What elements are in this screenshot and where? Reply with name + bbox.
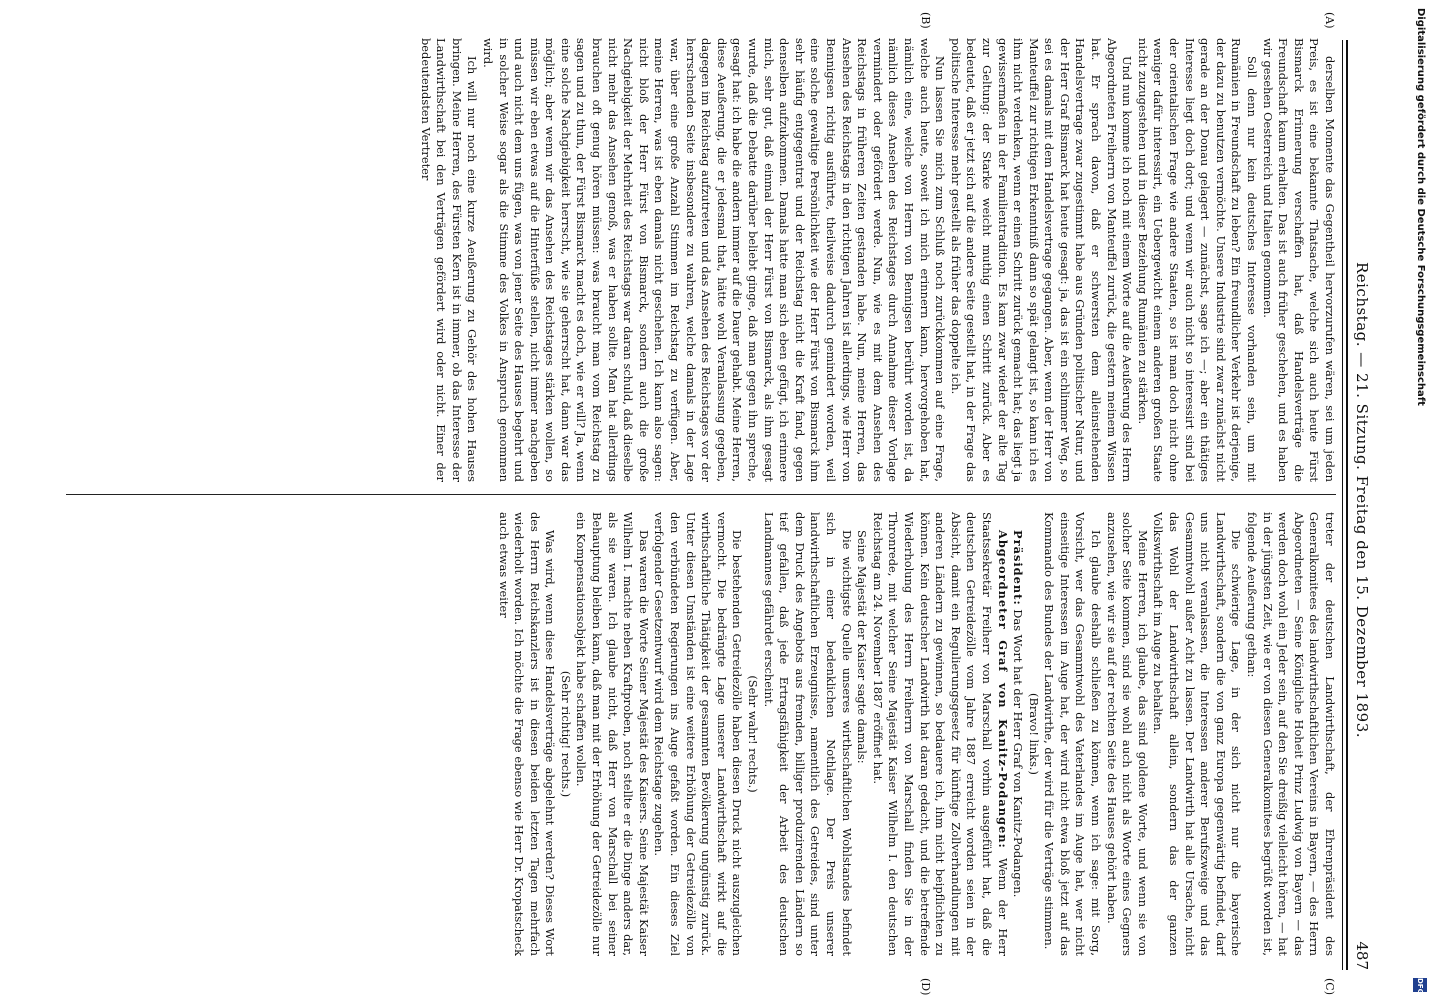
header-rule-thin bbox=[1342, 40, 1343, 970]
paragraph-text: Was wird, wenn diese Handelsverträge abgelehnt werden? Dieses Wort des Herrn Reichskanzlers ist in diesen beiden letzten Tagen mehrfach wiederholt worden. Ich möchte die Frage ebenso wie Herr Dr. Kropatscheck auch etwas weiter bbox=[496, 512, 558, 956]
paragraph bbox=[651, 512, 745, 956]
paragraph-text: Soll denn nur kein deutsches Interesse vorhanden sein, um mit Rumänien in Freundschaft zu leben? Ein freundlicher Verkehr ist derjenige, der dazu zu benutzen vermöchte. Unsere Industrie sind zwar zunächst nicht gerade an der Donau gelagert — zunächst, sage ich —; aber ein thätiges Interesse liegt doch dort; und wenn wir auch nicht so interessirt sind bei der orientalischen Frage wie andere Staaten, so ist man doch nicht ohne weniger dafür interessirt, ein Uebergewicht einem anderen großen Staate nicht zuzugestehen und in dieser Beziehung Rumänien zu stärken. bbox=[1135, 38, 1260, 482]
paragraph bbox=[1010, 512, 1026, 956]
paragraph bbox=[495, 512, 557, 956]
paragraph bbox=[479, 38, 947, 482]
stage-direction bbox=[557, 512, 573, 956]
paragraph bbox=[869, 512, 1009, 956]
right-column bbox=[62, 512, 1337, 956]
paragraph-text: Die wichtigste Quelle unseres wirthschaftlichen Wohlstandes befindet sich in einer bedenklichen Nothlage. Der Preis unserer landwirthschaftlichen Erzeugnisse, namentlich des Getreides, sind unter dem Druck des Angebots aus fremden, billiger produzirenden Ländern so tief gefallen, daß jede Ertragsfähigkeit der Arbeit des deutschen Landmannes gefährdet erscheint. bbox=[761, 512, 854, 956]
footer-credit: Digitalisierung gefördert durch die Deutsche Forschungsgemeinschaft bbox=[1415, 8, 1426, 406]
paragraph bbox=[1259, 38, 1337, 482]
running-header bbox=[1350, 30, 1374, 970]
header-title: Reichstag. — 21. Sitzung. Freitag den 15. Dezember 1893. bbox=[1353, 261, 1371, 739]
paragraph-text: Ich glaube deshalb schließen zu können, wenn ich sage: mit Sorg, Vorsicht, wer das Gesammtwohl des Vaterlandes im Auge hat, wer nicht einseitige Interessen im Auge hat, der wird nicht etwa bloß jetzt auf das Kommando des Bundes der Landwirthe, der wird für die Verträge stimmen. bbox=[1042, 512, 1104, 956]
dfg-logo-icon: DFG bbox=[1413, 978, 1427, 992]
paragraph-text: Meine Herren, ich glaube, das sind goldene Worte, und wenn sie von solcher Seite kommen, sind sie wohl auch nicht als Worte eines Gegners anzusehen, wie wir sie auf der rechten Seite des Hauses gehört haben. bbox=[1104, 512, 1150, 956]
paragraph bbox=[947, 38, 1134, 482]
paragraph bbox=[573, 512, 651, 956]
paragraph-text: Wenn der Herr Staatssekretär Freiherr von Marschall vorhin ausgeführt hat, daß die deutschen Getreidezölle vom Jahre 1887 erreicht worden seien in der Absicht, damit ein Regulierungsgesetz für künftige Zollverhandlungen mit anderen Ländern zu gewinnen, so bedauere ich, ihm nicht beipflichten zu können. Kein deutscher Landwirth hat daran gedacht, und die betreffende Wiederholung des Herrn Freiherrn von Marschall finden Sie in der Thronrede, mit welcher Seine Majestät Kaiser Wilhelm I. den deutschen Reichstag am 24. November 1887 eröffnet hat. bbox=[870, 512, 1010, 956]
paragraph bbox=[854, 512, 870, 956]
paragraph bbox=[1150, 512, 1244, 956]
paragraph-text: Die schwierige Lage, in der sich nicht nur die bayerische Landwirthschaft, sondern die von ganz Europa gegenwärtig befindet, darf uns nicht veranlassen, die Interessen anderer Berufszweige und das Gesammtwohl außer Acht zu lassen. Der Landwirth hat alle Ursache, nicht das Wohl der Landwirthschaft allein, sondern das der ganzen Volkswirthschaft im Auge zu behalten. bbox=[1151, 512, 1244, 956]
paragraph-text: Seine Majestät der Kaiser sagte damals: bbox=[855, 530, 870, 764]
stage-direction-text: (Bravo! links.) bbox=[1026, 693, 1041, 775]
margin-mark-a: (A) bbox=[1323, 12, 1336, 29]
stage-direction-text: (Sehr richtig! rechts.) bbox=[558, 670, 573, 798]
paragraph-text: derselben Momente das Gegentheil hervorzurufen wären, sei um jeden Preis, es ist eine bekannte Thatsache, welche sich auch heute Fürst Bismarck Erinnerung verschaffen hat, daß Handelsverträge die Freundschaft kaum erhalten. Das ist auch früher geschehen, und es haben wir gesehen Oesterreich und Italien genommen. bbox=[1260, 38, 1337, 482]
stage-direction-text: (Sehr wahr! rechts.) bbox=[746, 675, 761, 793]
paragraph-text: treter der deutschen Landwirthschaft, der Ehrenpräsident des Generalkomitees des landwirthschaftlichen Vereins in Bayern, — des Herrn Abgeordneten — Seine Königliche Hoheit Prinz Ludwig von Bayern — das werden doch wohl ein Jeder sein, auf den Sie dreißig vielleicht hören, — hat in der jüngsten Zeit, wie er von diesen Generalkomitees begrüßt worden ist, folgende Aeußerung gethan: bbox=[1245, 512, 1337, 956]
column-divider bbox=[66, 494, 1336, 495]
paragraph bbox=[1134, 38, 1259, 482]
speaker-name: Abgeordneter Graf von Kanitz-Podangen: bbox=[995, 530, 1010, 849]
speaker-name: Präsident: bbox=[1011, 530, 1026, 606]
page-number: 487 bbox=[1353, 941, 1371, 970]
margin-mark-c: (C) bbox=[1323, 978, 1336, 995]
paragraph bbox=[1103, 512, 1150, 956]
digitization-footer bbox=[1408, 0, 1432, 1000]
paragraph-text: Das Wort hat der Herr Graf von Kanitz-Podangen. bbox=[1011, 609, 1026, 898]
paragraph bbox=[1243, 512, 1337, 956]
margin-mark-d: (D) bbox=[919, 978, 932, 996]
paragraph-text: Die bestehenden Getreidezölle haben diesen Druck nicht auszugleichen vermocht. Die bedrängte Lage unserer Landwirthschaft wirkt auf die wirthschaftliche Thätigkeit der gesammten Bevölkerung ungünstig zurück. Unter diesen Umständen ist eine weitere Erhöhung der Getreidezölle von den verbündeten Regierungen ins Auge gefaßt worden. Ein dieses Ziel verfolgender Gesetzentwurf wird dem Reichstage zugehen. bbox=[652, 512, 745, 956]
left-column bbox=[62, 38, 1337, 482]
header-rule bbox=[1346, 40, 1348, 970]
paragraph-text: Und nun komme ich noch mit einem Worte auf die Aeußerung des Herrn Abgeordneten Freiherrn von Manteuffel zurück, die gestern meinem Wissen hat. Er sprach davon, daß er schwersten dem alleinstehenden Handelsvertrage zwar zugestimmt habe aus Gründen politischer Natur, und der Herr Graf Bismarck hat heute gesagt: ja, das ist ein schlimmer Weg, so sei es damals mit dem Handelsvertrage gegangen. Aber, wenn der Herr von Manteuffel zur richtigen Erkenntniß dann so spät gelangt ist, so kann ich es ihm nicht verdenken, wenn er einen Schritt zurück gemacht hat; das liegt ja gewissermaßen in der Familientradition. Es kam zwar wieder der alte Tag zur Geltung: der Starke weicht muthig einen Schritt zurück. Aber es bedeutet, daß er jetzt sich auf die andere Seite gestellt hat, in der Frage das politische Interesse mehr gestellt als früher das doppelte ich. bbox=[948, 38, 1135, 482]
paragraph bbox=[1041, 512, 1103, 956]
stage-direction bbox=[1025, 512, 1041, 956]
paragraph-text: Ich will nur noch eine kurze Aeußerung zu Gehör des hohen Hauses bringen. Meine Herren, des Fürsten Kern ist in immer, ob das Interesse der Landwirthschaft bei den Verträgen gefördert wird oder nicht. Einer der bedeutendsten Vertreter bbox=[418, 38, 480, 482]
paragraph bbox=[760, 512, 854, 956]
paragraph-text: Nun lassen Sie mich zum Schluß noch zurückkommen auf eine Frage, welche auch heute, soweit ich mich erinnern kann, hervorgehoben hat, nämlich eine, welche von Herrn von Bennigsen berührt worden ist, da nämlich dieses Ansehen des Reichstages durch Annahme dieser Vorlage vermindert oder gefördert werde. Nun, wie es mit dem Ansehen des Reichstags in früheren Zeiten gestanden habe. Nun, meine Herren, das Ansehen des Reichstags in den richtigen Jahren ist allerdings, wie Herr von Bennigsen richtig ausführte, theilweise dadurch gemindert worden, weil eine solche gewaltige Persönlichkeit wie der Herr Fürst von Bismarck ihm sehr häufig entgegentrat und der Reichstag nicht die Kraft fand, gegen denselben aufzukommen. Damals hatte man sich eben gefügt, ich erinnere mich, sehr gut, daß einmal der Herr Fürst von Bismarck, als ihm gesagt wurde, daß die Debatte darüber beliebt ginge, daß man gegen ihn spreche, gesagt hat: ich habe die andern immer auf die Dauer gehabt. Meine Herren, diese Aeußerung, die er jedesmal that, hätte wohl Veranlassung gegeben, dagegen im Reichstag aufzutreten und das Ansehen des Reichstages vor der herrschenden Seite insbesondere zu wahren, welche damals in der Lage war, über eine große Anzahl Stimmen im Reichstag zu verfügen. Aber, meine Herren, was ist eben damals nicht geschehen. Ich kann also sagen: nicht bloß der Herr Fürst von Bismarck, sondern auch die große Nachgiebigkeit der Mehrheit des Reichstags war daran schuld, daß dieselbe nicht mehr das Ansehen genoß, was er haben sollte. Man hat allerdings brauchen oft genug hören müssen: was braucht man vom Reichstag zu sagen und zu thun, der Fürst Bismarck macht es doch, wie er will? Ja, wenn eine solche Nachgiebigkeit herrscht, wie sie geherrscht hat, dann war das möglich; aber wenn wir das Ansehen des Reichstages stärken wollen, so müssen wir eben etwas auf die Hinterfüße stellen, nicht immer nachgeben und auch nicht dem uns fügen, was von jener Seite des Hauses begehrt und in solcher Weise sogar als die Stimme des Volkes in Anspruch genommen wird. bbox=[480, 38, 948, 482]
paragraph-text: Das waren die Worte Seiner Majestät des Kaisers. Seine Majestät Kaiser Wilhelm I. machte neben Kraftproben, noch stellte er die Dinge anders dar, als sie waren. Ich glaube nicht, daß Herr von Marschall bei seiner Behauptung bleiben kann, daß man mit der Erhöhung der Getreidezölle nur ein Kompensationsobjekt habe schaffen wollen. bbox=[574, 512, 651, 956]
stage-direction bbox=[744, 512, 760, 956]
paragraph bbox=[417, 38, 479, 482]
margin-mark-b: (B) bbox=[919, 12, 932, 29]
